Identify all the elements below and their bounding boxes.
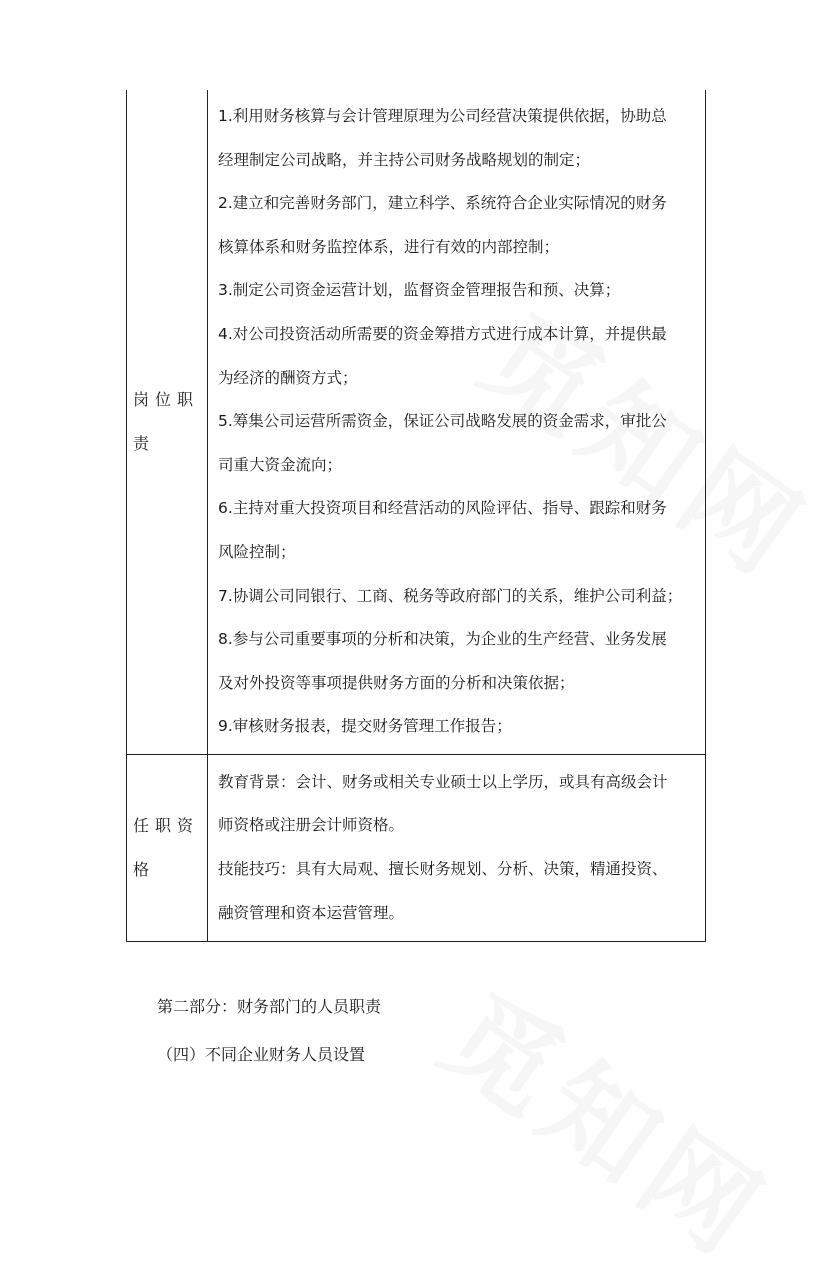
table-row-qualifications [127, 754, 706, 941]
duties-content [208, 90, 706, 754]
duty-line: 2.建立和完善财务部门，建立科学、系统符合企业实际情况的财务 [218, 194, 667, 213]
qualification-line: 技能技巧：具有大局观、擅长财务规划、分析、决策，精通投资、 [218, 859, 668, 878]
qualification-line: 融资管理和资本运营管理。 [218, 903, 405, 922]
qualification-line: 教育背景：会计、财务或相关专业硕士以上学历，或具有高级会计 [218, 772, 668, 791]
qualifications-label-line: 任职资 [133, 815, 200, 835]
duty-line: 7.协调公司同银行、工商、税务等政府部门的关系，维护公司利益； [218, 586, 683, 605]
duty-line: 9.审核财务报表，提交财务管理工作报告； [218, 717, 512, 736]
part-two-heading: 第二部分：财务部门的人员职责 [157, 997, 382, 1016]
duty-line: 核算体系和财务监控体系，进行有效的内部控制； [218, 237, 560, 256]
table-row-duties [127, 90, 706, 754]
duty-line: 司重大资金流向； [218, 455, 343, 474]
watermark [417, 951, 803, 1287]
duty-line: 风险控制； [218, 542, 296, 561]
duty-line: 5.筹集公司运营所需资金，保证公司战略发展的资金需求，审批公 [218, 412, 667, 431]
job-description-table [126, 90, 706, 942]
qualification-line: 师资格或注册会计师资格。 [218, 816, 405, 835]
duty-line: 1.利用财务核算与会计管理原理为公司经营决策提供依据，协助总 [218, 107, 667, 125]
duties-label-line: 岗位职 [133, 389, 200, 409]
duties-label-line: 责 [133, 433, 156, 453]
duty-line: 3.制定公司资金运营计划，监督资金管理报告和预、决算； [218, 281, 621, 300]
qualifications-label [127, 754, 208, 941]
duty-line: 及对外投资等事项提供财务方面的分析和决策依据； [218, 673, 575, 692]
qualifications-content [208, 754, 706, 941]
duty-line: 8.参与公司重要事项的分析和决策，为企业的生产经营、业务发展 [218, 630, 667, 649]
section-four-heading: （四）不同企业财务人员设置 [157, 1045, 366, 1064]
duty-line: 4.对公司投资活动所需要的资金筹措方式进行成本计算，并提供最 [218, 324, 667, 343]
duties-label [127, 90, 208, 754]
duty-line: 经理制定公司战略，并主持公司财务战略规划的制定； [218, 150, 591, 169]
duty-line: 为经济的酬资方式； [218, 368, 358, 387]
qualifications-label-line: 格 [133, 859, 156, 879]
duty-line: 6.主持对重大投资项目和经营活动的风险评估、指导、跟踪和财务 [218, 499, 667, 518]
